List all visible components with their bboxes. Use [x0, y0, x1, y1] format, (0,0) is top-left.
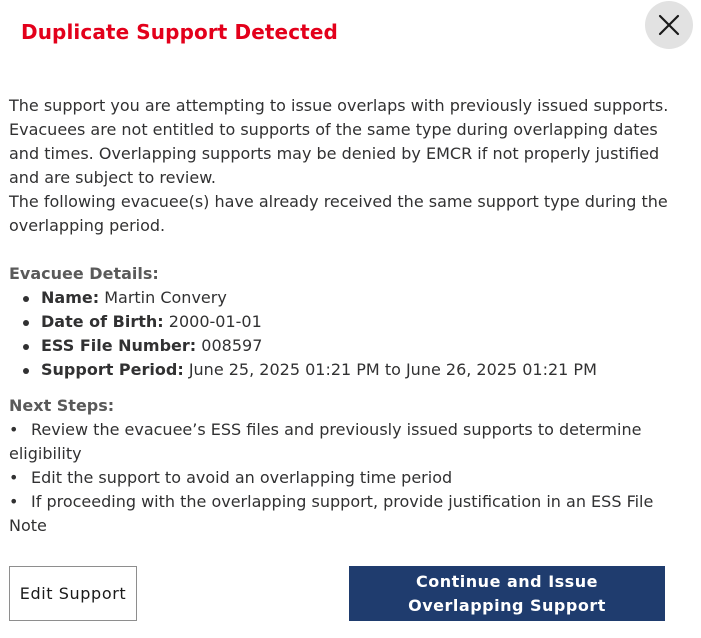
detail-name-value: Martin Convery	[104, 288, 227, 307]
intro-paragraph-2: The following evacuee(s) have already received the same support type during the overlapping period.	[9, 192, 668, 235]
detail-file-label: ESS File Number:	[41, 336, 197, 355]
close-icon	[658, 14, 680, 36]
dialog-body	[9, 94, 679, 538]
intro-paragraph: The support you are attempting to issue overlaps with previously issued supports. Evacuees are not entitled to supports of the same type during overlapping dates and times. Overlapping supports may be denied by EMCR if not properly justified and are subject to review.	[9, 96, 669, 187]
next-steps-section	[9, 394, 679, 538]
detail-name-label: Name:	[41, 288, 100, 307]
detail-dob-value: 2000-01-01	[168, 312, 262, 331]
evacuee-details-section	[9, 262, 679, 382]
bullet-icon: •	[9, 420, 19, 439]
dialog-title: Duplicate Support Detected	[21, 20, 338, 44]
evacuee-details-list	[9, 286, 679, 382]
next-step-text: Review the evacuee’s ESS files and previously issued supports to determine eligibility	[9, 420, 642, 463]
detail-period-label: Support Period:	[41, 360, 184, 379]
continue-issue-overlapping-button[interactable]: Continue and Issue Overlapping Support	[349, 566, 665, 621]
evacuee-details-heading: Evacuee Details:	[9, 264, 159, 283]
next-steps-heading: Next Steps:	[9, 396, 115, 415]
detail-period-value: June 25, 2025 01:21 PM to June 26, 2025 01:21 PM	[188, 360, 597, 379]
detail-file-value: 008597	[201, 336, 263, 355]
detail-dob-label: Date of Birth:	[41, 312, 164, 331]
next-step-item	[9, 466, 679, 490]
bullet-icon: •	[9, 468, 19, 487]
next-step-item	[9, 418, 679, 466]
close-button[interactable]	[645, 1, 693, 49]
next-step-item	[9, 490, 679, 538]
detail-file-number	[9, 334, 679, 358]
detail-support-period	[9, 358, 679, 382]
bullet-icon: •	[9, 492, 19, 511]
next-step-text: Edit the support to avoid an overlapping time period	[31, 468, 453, 487]
detail-dob	[9, 310, 679, 334]
detail-name	[9, 286, 679, 310]
next-step-text: If proceeding with the overlapping support, provide justification in an ESS File Note	[9, 492, 654, 535]
edit-support-button[interactable]: Edit Support	[9, 566, 137, 621]
